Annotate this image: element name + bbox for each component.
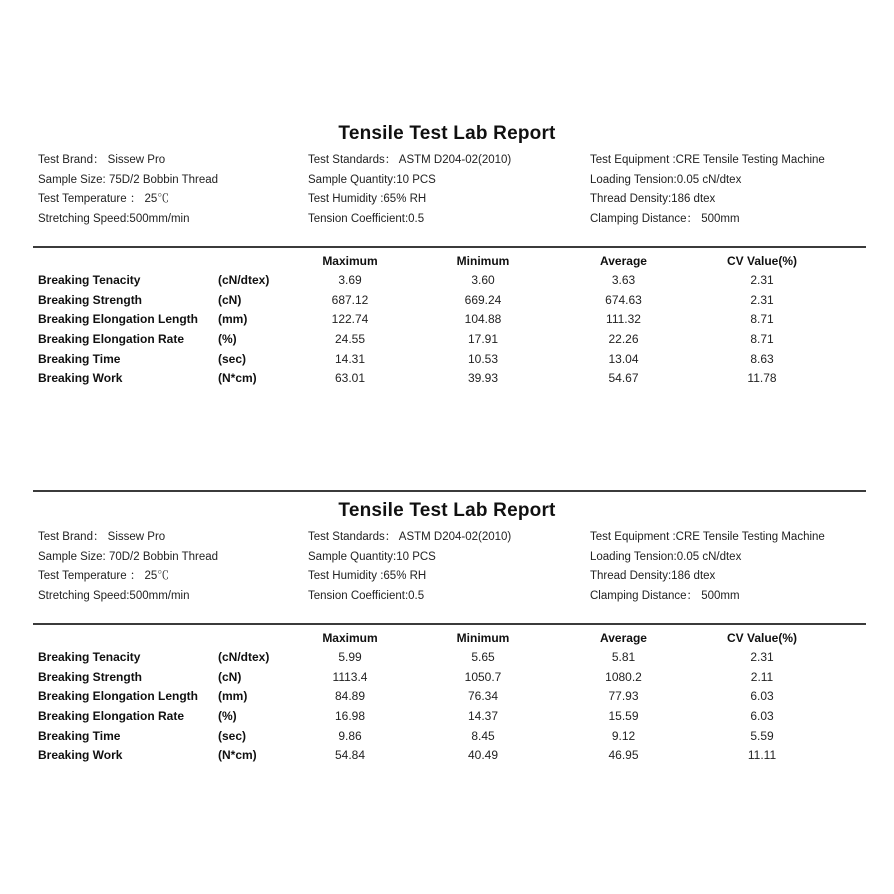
- cell-maximum: 54.84: [334, 748, 366, 763]
- cell-cv-value: 8.63: [750, 351, 774, 366]
- cell-cv-value: 2.11: [750, 669, 774, 684]
- row-unit: (%): [218, 332, 237, 347]
- cell-average: 3.63: [611, 273, 636, 287]
- cell-minimum: 3.60: [471, 273, 495, 287]
- row-unit: (N*cm): [218, 371, 257, 386]
- info-sample-size: Sample Size: 70D/2 Bobbin Thread: [38, 550, 219, 563]
- page-title: Tensile Test Lab Report: [338, 123, 556, 144]
- table-row-breaking-tenacity: [38, 271, 894, 291]
- table-header-row: [38, 252, 894, 270]
- header-spacer-unit: [218, 629, 288, 647]
- cell-minimum: 40.49: [467, 748, 499, 763]
- lab-report-2: [0, 377, 894, 769]
- info-column-2: [308, 151, 511, 230]
- info-test-standards: Test Standards： ASTM D204-02(2010): [308, 154, 512, 166]
- cell-cv-value: 2.31: [750, 650, 774, 664]
- info-column-1: [38, 528, 218, 607]
- cell-minimum: 5.65: [471, 650, 495, 664]
- cell-cv-value: 2.31: [750, 273, 774, 287]
- row-unit: (mm): [218, 312, 248, 327]
- info-clamping-distance: Clamping Distance： 500mm: [590, 590, 740, 603]
- cell-average: 674.63: [605, 292, 642, 307]
- cell-cv-value: 8.71: [750, 332, 774, 347]
- info-tension-coefficient: Tension Coefficient:0.5: [308, 213, 425, 226]
- cell-minimum: 669.24: [464, 292, 502, 307]
- cell-average: 111.32: [606, 312, 641, 327]
- row-unit: (mm): [218, 689, 248, 704]
- cell-average: 9.12: [611, 728, 636, 743]
- cell-cv-value: 11.78: [747, 371, 777, 386]
- table-body: [0, 271, 894, 389]
- row-label: Breaking Strength: [38, 669, 143, 684]
- table-top-rule: [33, 623, 866, 625]
- cell-cv-value: 5.59: [750, 728, 774, 743]
- cell-maximum: 16.98: [334, 709, 366, 724]
- test-info-section: [0, 151, 894, 231]
- table-row-breaking-time: [38, 350, 894, 370]
- row-unit: (cN/dtex): [218, 273, 270, 287]
- cell-minimum: 104.88: [464, 312, 502, 327]
- col-header-cv-value: CV Value(%): [726, 631, 798, 645]
- cell-average: 22.26: [608, 332, 639, 347]
- table-header-row: [38, 629, 894, 647]
- cell-average: 1080.2: [605, 669, 642, 684]
- header-spacer-label: [38, 252, 218, 270]
- col-header-cv-value: CV Value(%): [726, 254, 798, 268]
- row-label: Breaking Elongation Rate: [38, 709, 185, 724]
- cell-maximum: 63.01: [334, 371, 366, 386]
- info-thread-density: Thread Density:186 dtex: [590, 570, 716, 583]
- info-column-3: [590, 151, 825, 230]
- info-test-humidity: Test Humidity :65% RH: [308, 570, 427, 583]
- lab-report-1: [0, 0, 894, 392]
- cell-minimum: 39.93: [467, 371, 499, 386]
- test-info-section: [0, 528, 894, 608]
- cell-maximum: 122.74: [331, 312, 369, 327]
- table-body: [0, 648, 894, 766]
- col-header-average: Average: [600, 631, 647, 645]
- info-test-equipment: Test Equipment :CRE Tensile Testing Machine: [590, 531, 825, 543]
- row-unit: (cN): [218, 292, 242, 307]
- cell-minimum: 1050.7: [464, 669, 502, 684]
- col-header-maximum: Maximum: [322, 254, 378, 268]
- cell-cv-value: 11.11: [747, 748, 777, 763]
- row-label: Breaking Elongation Length: [38, 312, 199, 327]
- cell-average: 5.81: [611, 650, 636, 664]
- col-header-minimum: Minimum: [456, 254, 510, 268]
- info-sample-quantity: Sample Quantity:10 PCS: [308, 173, 436, 186]
- cell-maximum: 1113.4: [332, 669, 368, 684]
- cell-maximum: 14.31: [334, 351, 366, 366]
- row-label: Breaking Time: [38, 728, 121, 743]
- info-test-brand: Test Brand： Sissew Pro: [38, 531, 166, 543]
- table-row-breaking-elongation-rate: [38, 330, 894, 350]
- cell-cv-value: 2.31: [750, 292, 774, 307]
- cell-average: 54.67: [608, 371, 639, 386]
- info-test-equipment: Test Equipment :CRE Tensile Testing Machine: [590, 154, 825, 166]
- table-row-breaking-tenacity: [38, 648, 894, 668]
- cell-maximum: 84.89: [334, 689, 366, 704]
- col-header-maximum: Maximum: [322, 631, 378, 645]
- info-stretching-speed: Stretching Speed:500mm/min: [38, 213, 190, 226]
- header-spacer-unit: [218, 252, 288, 270]
- table-row-breaking-elongation-rate: [38, 707, 894, 727]
- row-label: Breaking Tenacity: [38, 273, 141, 287]
- table-row-breaking-elongation-length: [38, 310, 894, 330]
- table-row-breaking-elongation-length: [38, 687, 894, 707]
- row-label: Breaking Tenacity: [38, 650, 141, 664]
- row-unit: (cN/dtex): [218, 650, 270, 664]
- cell-average: 15.59: [608, 709, 639, 724]
- cell-maximum: 9.86: [338, 728, 362, 743]
- info-stretching-speed: Stretching Speed:500mm/min: [38, 590, 190, 603]
- info-column-1: [38, 151, 218, 230]
- info-test-temperature: Test Temperature ： 25℃: [38, 193, 169, 206]
- row-label: Breaking Time: [38, 351, 121, 366]
- row-label: Breaking Elongation Length: [38, 689, 199, 704]
- cell-minimum: 10.53: [467, 351, 499, 366]
- cell-maximum: 24.55: [334, 332, 366, 347]
- row-label: Breaking Work: [38, 748, 123, 763]
- info-column-3: [590, 528, 825, 607]
- row-label: Breaking Work: [38, 371, 123, 386]
- row-unit: (cN): [218, 669, 242, 684]
- info-sample-quantity: Sample Quantity:10 PCS: [308, 550, 436, 563]
- info-tension-coefficient: Tension Coefficient:0.5: [308, 590, 425, 603]
- info-test-brand: Test Brand： Sissew Pro: [38, 154, 166, 166]
- info-test-humidity: Test Humidity :65% RH: [308, 193, 427, 206]
- section-divider-rule: [33, 490, 866, 492]
- table-row-breaking-strength: [38, 291, 894, 311]
- cell-cv-value: 6.03: [750, 689, 774, 704]
- table-top-rule: [33, 246, 866, 248]
- cell-average: 77.93: [608, 689, 639, 704]
- cell-cv-value: 8.71: [750, 312, 774, 327]
- cell-maximum: 687.12: [331, 292, 369, 307]
- row-unit: (sec): [218, 728, 247, 743]
- cell-minimum: 8.45: [471, 728, 495, 743]
- info-sample-size: Sample Size: 75D/2 Bobbin Thread: [38, 173, 219, 186]
- info-loading-tension: Loading Tension:0.05 cN/dtex: [590, 173, 742, 186]
- info-clamping-distance: Clamping Distance： 500mm: [590, 213, 740, 226]
- cell-minimum: 17.91: [467, 332, 499, 347]
- cell-maximum: 3.69: [338, 273, 362, 287]
- row-unit: (sec): [218, 351, 247, 366]
- row-label: Breaking Strength: [38, 292, 143, 307]
- col-header-average: Average: [600, 254, 647, 268]
- row-unit: (%): [218, 709, 237, 724]
- cell-minimum: 14.37: [467, 709, 499, 724]
- info-loading-tension: Loading Tension:0.05 cN/dtex: [590, 550, 742, 563]
- table-row-breaking-time: [38, 727, 894, 747]
- page-title: Tensile Test Lab Report: [338, 500, 556, 521]
- table-row-breaking-work: [38, 746, 894, 766]
- row-unit: (N*cm): [218, 748, 257, 763]
- col-header-minimum: Minimum: [456, 631, 510, 645]
- info-test-temperature: Test Temperature ： 25℃: [38, 570, 169, 583]
- cell-minimum: 76.34: [467, 689, 499, 704]
- cell-maximum: 5.99: [338, 650, 362, 664]
- cell-average: 13.04: [608, 351, 639, 366]
- header-spacer-label: [38, 629, 218, 647]
- info-thread-density: Thread Density:186 dtex: [590, 193, 716, 206]
- cell-average: 46.95: [608, 748, 639, 763]
- row-label: Breaking Elongation Rate: [38, 332, 185, 347]
- info-test-standards: Test Standards： ASTM D204-02(2010): [308, 531, 512, 543]
- info-column-2: [308, 528, 511, 607]
- cell-cv-value: 6.03: [750, 709, 774, 724]
- table-row-breaking-strength: [38, 668, 894, 688]
